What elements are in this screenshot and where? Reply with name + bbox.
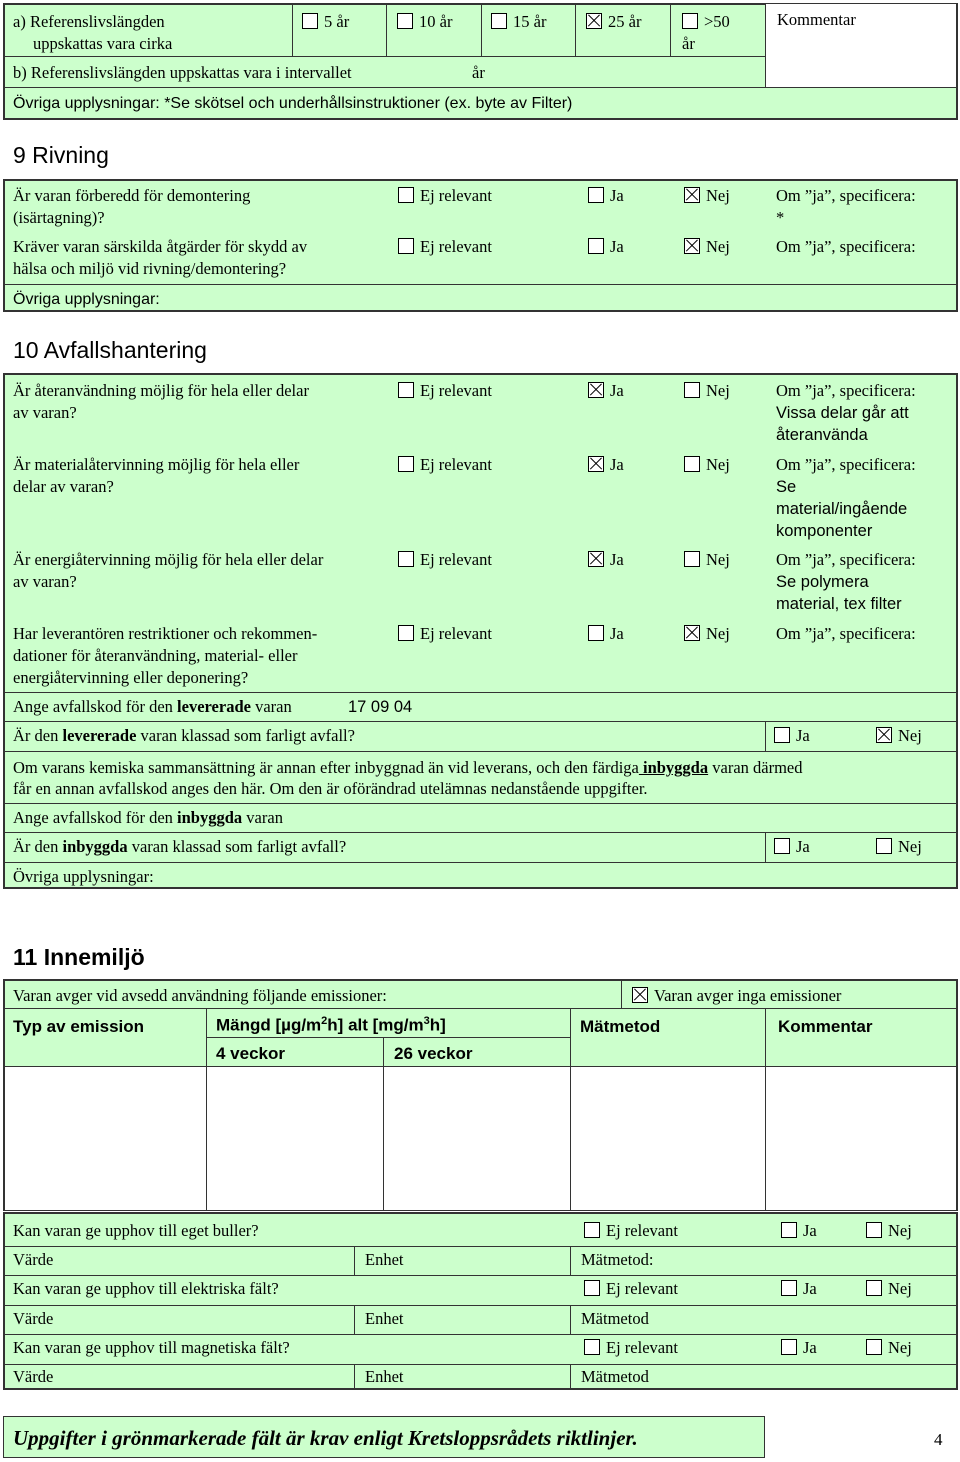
energy-no[interactable]: Nej [684,549,730,571]
noise-no[interactable]: Nej [866,1220,912,1242]
checkbox-icon[interactable] [781,1222,797,1238]
section-10-title: 10 Avfallshantering [13,337,207,363]
recycle-no[interactable]: Nej [684,454,730,476]
reuse-yes[interactable]: Ja [588,380,624,402]
checked-box-icon[interactable] [632,987,648,1003]
energy-question: Är energiåtervinning möjlig för hela eller delar [13,550,324,569]
protection-yes[interactable]: Ja [588,236,624,258]
electric-question: Kan varan ge upphov till elektriska fält? [13,1279,279,1298]
noise-method-label: Mätmetod: [581,1250,654,1269]
electric-method-label: Mätmetod [581,1309,649,1328]
checked-box-icon[interactable] [588,551,604,567]
demount-no[interactable]: Nej [684,185,730,207]
checkbox-icon[interactable] [588,625,604,641]
recycle-specify-label: Om ”ja”, specificera: [776,455,916,474]
magnetic-method-label: Mätmetod [581,1367,649,1386]
checkbox-icon[interactable] [781,1280,797,1296]
checkbox-icon[interactable] [588,238,604,254]
checkbox-icon[interactable] [398,187,414,203]
noise-value-label: Värde [13,1250,54,1269]
emission-entry-area[interactable] [5,1066,956,1210]
protection-specify-label: Om ”ja”, specificera: [776,237,916,256]
energy-question-2: av varan? [13,572,77,591]
protection-no[interactable]: Nej [684,236,730,258]
checkbox-icon[interactable] [684,551,700,567]
checked-box-icon[interactable] [586,13,602,29]
energy-specify-label: Om ”ja”, specificera: [776,550,916,569]
option-50-years-unit: år [682,34,695,53]
amount-header: Mängd $[\mu g/m^2h]$ alt $[mg/m^3h]$ [216,1015,446,1035]
footer-note: Uppgifter i grönmarkerade fält är krav enligt Kretsloppsrådets riktlinjer. [13,1426,638,1450]
hazardous-delivered-question: Är den levererade varan klassad som farligt avfall? [13,726,355,745]
magnetic-no[interactable]: Nej [866,1337,912,1359]
checkbox-icon[interactable] [398,456,414,472]
restriction-yes[interactable]: Ja [588,623,624,645]
hazardous-built-in-question: Är den inbyggda varan klassad som farligt avfall? [13,837,347,856]
checkbox-icon[interactable] [774,727,790,743]
hazardous-built-in-yes[interactable]: Ja [774,836,810,858]
checkbox-icon[interactable] [866,1222,882,1238]
restriction-question-3: energiåtervinning eller deponering? [13,668,249,687]
option-50-years[interactable]: >50 [682,11,730,33]
hazardous-delivered-yes[interactable]: Ja [774,725,810,747]
checked-box-icon[interactable] [684,625,700,641]
reuse-question: Är återanvändning möjlig för hela eller delar [13,381,309,400]
four-weeks-header: 4 veckor [216,1044,285,1063]
reuse-question-2: av varan? [13,403,77,422]
energy-not-relevant[interactable]: Ej relevant [398,549,492,571]
checkbox-icon[interactable] [684,382,700,398]
option-5-years[interactable]: 5 år [302,11,349,33]
section-11-title: 11 Innemiljö [13,944,145,970]
checkbox-icon[interactable] [682,13,698,29]
checkbox-icon[interactable] [398,551,414,567]
demount-question-2: (isärtagning)? [13,208,105,227]
emits-following-label: Varan avger vid avsedd användning följande emissioner: [13,986,387,1005]
other-info: Övriga upplysningar: *Se skötsel och underhållsinstruktioner (ex. byte av Filter) [13,95,573,112]
recycle-not-relevant[interactable]: Ej relevant [398,454,492,476]
demount-specify-label: Om ”ja”, specificera: [776,186,916,205]
magnetic-unit-label: Enhet [365,1367,404,1386]
lifespan-question-a2: uppskattas vara cirka [33,34,173,53]
recycle-specify-value-2[interactable]: material/ingående [776,500,908,518]
protection-not-relevant[interactable]: Ej relevant [398,236,492,258]
checkbox-icon[interactable] [866,1280,882,1296]
composition-info: Om varans kemiska sammansättning är annan efter inbyggnad än vid leverans, och den färdiga inbyggda varan därmed [13,758,803,777]
checkbox-icon[interactable] [398,625,414,641]
electric-yes[interactable]: Ja [781,1278,817,1300]
demount-yes[interactable]: Ja [588,185,624,207]
noise-question: Kan varan ge upphov till eget buller? [13,1221,259,1240]
waste-code-delivered-value[interactable]: 17 09 04 [348,698,413,716]
hazardous-built-in-no[interactable]: Nej [876,836,922,858]
electric-not-relevant[interactable]: Ej relevant [584,1278,678,1300]
checkbox-icon[interactable] [397,13,413,29]
electric-unit-label: Enhet [365,1309,404,1328]
waste-code-built-in-label: Ange avfallskod för den inbyggda varan [13,808,283,827]
energy-yes[interactable]: Ja [588,549,624,571]
checkbox-icon[interactable] [584,1222,600,1238]
checkbox-icon[interactable] [684,456,700,472]
lifespan-question-b: b) Referenslivslängden uppskattas vara i intervallet [13,63,352,82]
demolition-other-info: Övriga upplysningar: [13,291,160,308]
no-emissions-option[interactable]: Varan avger inga emissioner [632,985,841,1007]
electric-value-label: Värde [13,1309,54,1328]
checkbox-icon[interactable] [588,187,604,203]
restriction-specify-label: Om ”ja”, specificera: [776,624,916,643]
protection-question: Kräver varan särskilda åtgärder för skydd av [13,237,308,256]
option-10-years[interactable]: 10 år [397,11,452,33]
reuse-not-relevant[interactable]: Ej relevant [398,380,492,402]
checked-box-icon[interactable] [684,187,700,203]
magnetic-value-label: Värde [13,1367,54,1386]
section-9-title: 9 Rivning [13,142,109,168]
reuse-specify-value-2[interactable]: återanvända [776,426,868,444]
comment-label: Kommentar [777,10,856,29]
reuse-specify-value[interactable]: Vissa delar går att [776,404,909,422]
protection-question-2: hälsa och miljö vid rivning/demontering? [13,259,287,278]
checkbox-icon[interactable] [866,1339,882,1355]
method-header: Mätmetod [580,1017,661,1036]
checkbox-icon[interactable] [491,13,507,29]
lifespan-question-a: a) Referenslivslängden [13,12,165,31]
checkbox-icon[interactable] [398,238,414,254]
emission-type-header: Typ av emission [13,1017,145,1036]
checkbox-icon[interactable] [398,382,414,398]
checkbox-icon[interactable] [584,1339,600,1355]
restriction-question: Har leverantören restriktioner och rekommen- [13,624,318,643]
page-number: 4 [934,1430,943,1449]
checkbox-icon[interactable] [584,1280,600,1296]
checked-box-icon[interactable] [876,727,892,743]
composition-info-2: får en annan avfallskod anges den här. Om den är oförändrad utelämnas nedanstående uppgifter. [13,779,648,798]
hazardous-delivered-no[interactable]: Nej [876,725,922,747]
checkbox-icon[interactable] [302,13,318,29]
noise-unit-label: Enhet [365,1250,404,1269]
checked-box-icon[interactable] [588,382,604,398]
magnetic-yes[interactable]: Ja [781,1337,817,1359]
twentysix-weeks-header: 26 veckor [394,1044,473,1063]
demount-question: Är varan förberedd för demontering [13,186,251,205]
option-15-years[interactable]: 15 år [491,11,546,33]
reuse-specify-label: Om ”ja”, specificera: [776,381,916,400]
interval-unit[interactable]: år [472,63,485,82]
recycle-specify-value[interactable]: Se [776,478,797,496]
checkbox-icon[interactable] [774,838,790,854]
restriction-no[interactable]: Nej [684,623,730,645]
recycle-specify-value-3[interactable]: komponenter [776,522,873,540]
recycle-question: Är materialåtervinning möjlig för hela eller [13,455,300,474]
noise-not-relevant[interactable]: Ej relevant [584,1220,678,1242]
checked-box-icon[interactable] [684,238,700,254]
reuse-no[interactable]: Nej [684,380,730,402]
magnetic-not-relevant[interactable]: Ej relevant [584,1337,678,1359]
demount-not-relevant[interactable]: Ej relevant [398,185,492,207]
checkbox-icon[interactable] [781,1339,797,1355]
recycle-yes[interactable]: Ja [588,454,624,476]
comment-header: Kommentar [778,1017,873,1036]
restriction-not-relevant[interactable]: Ej relevant [398,623,492,645]
waste-other-info: Övriga upplysningar: [13,867,154,886]
noise-yes[interactable]: Ja [781,1220,817,1242]
option-25-years[interactable]: 25 år [586,11,641,33]
electric-no[interactable]: Nej [866,1278,912,1300]
waste-code-delivered-label: Ange avfallskod för den levererade varan [13,697,292,716]
checkbox-icon[interactable] [876,838,892,854]
magnetic-question: Kan varan ge upphov till magnetiska fält? [13,1338,290,1357]
recycle-question-2: delar av varan? [13,477,114,496]
energy-specify-value[interactable]: Se polymera [776,573,869,591]
energy-specify-value-2[interactable]: material, tex filter [776,595,902,613]
demount-specify-value[interactable]: * [776,208,785,227]
restriction-question-2: dationer för återanvändning, material- eller [13,646,298,665]
checked-box-icon[interactable] [588,456,604,472]
